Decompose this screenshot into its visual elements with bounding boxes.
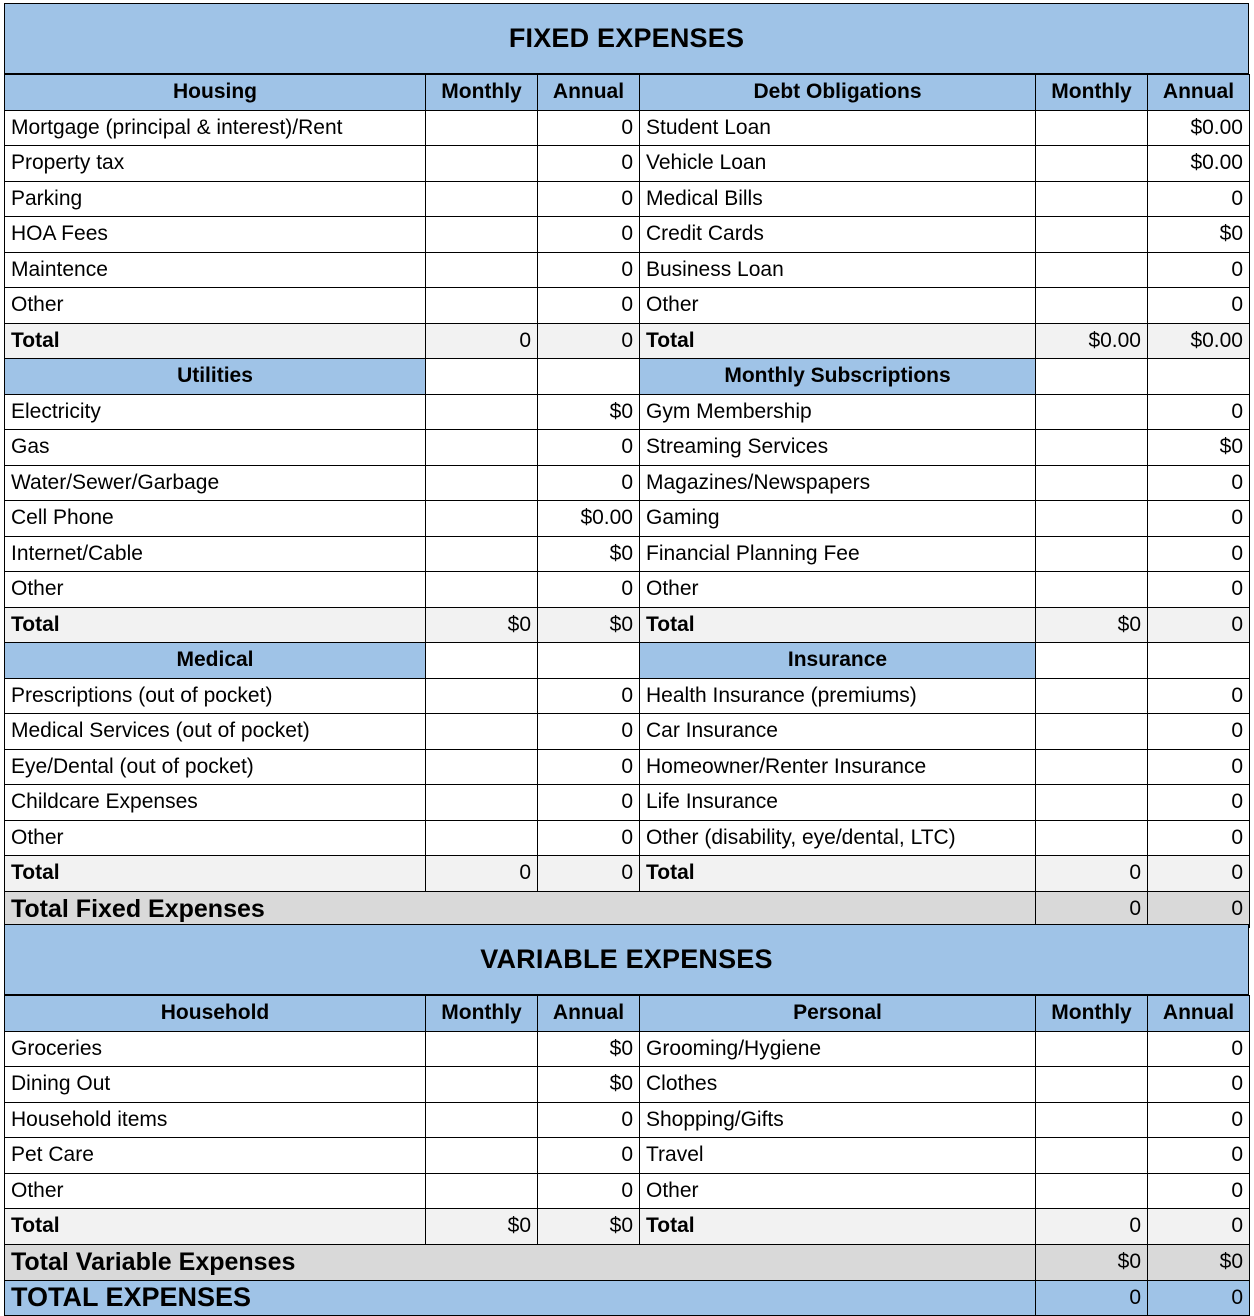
monthly-value-cell[interactable] [426,1102,538,1138]
expense-label: Childcare Expenses [5,785,426,821]
expense-row [5,714,1250,750]
expense-label: Homeowner/Renter Insurance [640,749,1036,785]
monthly-value-cell[interactable] [1036,146,1148,182]
total-variable-expenses-annual: $0 [1148,1244,1250,1280]
annual-value-cell[interactable]: $0.00 [538,501,640,537]
expense-label: Electricity [5,394,426,430]
annual-value-cell[interactable]: 0 [1148,501,1250,537]
annual-value-cell[interactable]: $0 [1148,430,1250,466]
expense-row [5,110,1250,146]
monthly-value-cell[interactable] [1036,217,1148,253]
monthly-value-cell[interactable] [1036,572,1148,608]
monthly-value-cell[interactable] [426,252,538,288]
annual-value-cell[interactable]: 0 [1148,820,1250,856]
expense-label: Prescriptions (out of pocket) [5,678,426,714]
expense-label: Grooming/Hygiene [640,1031,1036,1067]
total-row [5,607,1250,643]
expense-label: Travel [640,1138,1036,1174]
expense-label: Other [5,1173,426,1209]
total-annual-value: 0 [1148,856,1250,892]
total-annual-value: $0 [538,607,640,643]
monthly-value-cell[interactable] [1036,678,1148,714]
expense-row [5,501,1250,537]
expense-label: Gaming [640,501,1036,537]
monthly-value-cell[interactable] [426,501,538,537]
total-expenses-monthly: 0 [1036,1280,1148,1316]
column-header-monthly: Monthly [1036,996,1148,1032]
monthly-value-cell[interactable] [1036,252,1148,288]
category-header: Monthly Subscriptions [640,359,1036,395]
expense-row [5,394,1250,430]
annual-value-cell[interactable]: $0.00 [1148,146,1250,182]
category-header-row [5,359,1250,395]
total-fixed-expenses [5,891,1250,927]
annual-value-cell[interactable]: 0 [1148,536,1250,572]
monthly-value-cell[interactable] [1036,1031,1148,1067]
expense-row [5,572,1250,608]
total-variable-expenses-label: Total Variable Expenses [5,1244,1036,1280]
expense-row [5,749,1250,785]
monthly-value-cell[interactable] [1036,1138,1148,1174]
expense-label: Magazines/Newspapers [640,465,1036,501]
category-header: Insurance [640,643,1036,679]
expense-label: Other [640,572,1036,608]
annual-value-cell[interactable]: 0 [1148,678,1250,714]
total-variable-expenses-monthly: $0 [1036,1244,1148,1280]
annual-value-cell[interactable]: 0 [538,146,640,182]
annual-value-cell[interactable]: 0 [1148,394,1250,430]
total-fixed-expenses-monthly: 0 [1036,891,1148,927]
total-annual-value: 0 [538,856,640,892]
annual-value-cell[interactable]: 0 [538,181,640,217]
category-header: Debt Obligations [640,75,1036,111]
monthly-value-cell[interactable] [1036,394,1148,430]
variable-expenses-title: VARIABLE EXPENSES [4,924,1249,995]
monthly-value-cell[interactable] [1036,785,1148,821]
expense-row [5,1031,1250,1067]
annual-value-cell[interactable]: 0 [1148,252,1250,288]
expense-label: Gym Membership [640,394,1036,430]
variable-expenses-body [5,996,1250,1316]
monthly-value-cell[interactable] [1036,1067,1148,1103]
category-header: Medical [5,643,426,679]
annual-value-cell[interactable]: $0 [538,1031,640,1067]
annual-value-cell[interactable]: 0 [1148,714,1250,750]
column-header-annual: Annual [1148,996,1250,1032]
expense-label: Groceries [5,1031,426,1067]
monthly-value-cell[interactable] [1036,465,1148,501]
category-header: Housing [5,75,426,111]
annual-value-cell[interactable]: 0 [1148,181,1250,217]
monthly-value-cell[interactable] [426,1067,538,1103]
total-expenses-annual: 0 [1148,1280,1250,1316]
expense-row [5,465,1250,501]
expense-row [5,536,1250,572]
column-header-blank [426,359,538,395]
category-header: Utilities [5,359,426,395]
column-header-monthly: Monthly [426,75,538,111]
column-header-blank [1036,643,1148,679]
column-header-blank [1148,643,1250,679]
total-monthly-value: 0 [1036,856,1148,892]
annual-value-cell[interactable]: 0 [1148,785,1250,821]
annual-value-cell[interactable]: 0 [538,430,640,466]
column-header-blank [1036,359,1148,395]
expense-label: Shopping/Gifts [640,1102,1036,1138]
monthly-value-cell[interactable] [426,678,538,714]
expense-label: Vehicle Loan [640,146,1036,182]
total-monthly-value: $0 [426,1209,538,1245]
expense-row [5,1102,1250,1138]
monthly-value-cell[interactable] [1036,536,1148,572]
annual-value-cell[interactable]: 0 [538,678,640,714]
expense-label: Health Insurance (premiums) [640,678,1036,714]
annual-value-cell[interactable]: 0 [1148,465,1250,501]
total-monthly-value: $0 [426,607,538,643]
category-header: Household [5,996,426,1032]
monthly-value-cell[interactable] [1036,181,1148,217]
monthly-value-cell[interactable] [426,714,538,750]
expense-label: Other [5,288,426,324]
annual-value-cell[interactable]: 0 [538,288,640,324]
total-label: Total [640,856,1036,892]
expense-label: Water/Sewer/Garbage [5,465,426,501]
expense-row [5,1138,1250,1174]
annual-value-cell[interactable]: 0 [538,110,640,146]
monthly-value-cell[interactable] [1036,714,1148,750]
expense-label: Pet Care [5,1138,426,1174]
total-label: Total [5,323,426,359]
category-header-row [5,996,1250,1032]
annual-value-cell[interactable]: 0 [1148,1102,1250,1138]
category-header-row [5,643,1250,679]
total-label: Total [640,1209,1036,1245]
column-header-blank [538,643,640,679]
total-annual-value: $0 [538,1209,640,1245]
annual-value-cell[interactable]: 0 [538,714,640,750]
expense-label: Car Insurance [640,714,1036,750]
fixed-expenses-table [4,74,1250,928]
total-row [5,1209,1250,1245]
expense-label: Eye/Dental (out of pocket) [5,749,426,785]
annual-value-cell[interactable]: 0 [1148,288,1250,324]
monthly-value-cell[interactable] [426,110,538,146]
total-monthly-value: 0 [1036,1209,1148,1245]
total-monthly-value: $0 [1036,607,1148,643]
expense-label: Medical Services (out of pocket) [5,714,426,750]
expense-label: HOA Fees [5,217,426,253]
total-label: Total [640,323,1036,359]
monthly-value-cell[interactable] [426,820,538,856]
annual-value-cell[interactable]: $0.00 [1148,110,1250,146]
expense-label: Life Insurance [640,785,1036,821]
total-row [5,856,1250,892]
expense-label: Other [5,820,426,856]
monthly-value-cell[interactable] [1036,1102,1148,1138]
category-header-row [5,75,1250,111]
annual-value-cell[interactable]: 0 [538,785,640,821]
expense-label: Property tax [5,146,426,182]
monthly-value-cell[interactable] [426,785,538,821]
monthly-value-cell[interactable] [1036,501,1148,537]
expense-label: Other [640,288,1036,324]
annual-value-cell[interactable]: 0 [538,217,640,253]
expense-label: Financial Planning Fee [640,536,1036,572]
monthly-value-cell[interactable] [426,572,538,608]
total-monthly-value: 0 [426,323,538,359]
annual-value-cell[interactable]: 0 [1148,1067,1250,1103]
total-variable-expenses [5,1244,1250,1280]
annual-value-cell[interactable]: 0 [1148,1031,1250,1067]
total-expenses-label: TOTAL EXPENSES [5,1280,1036,1316]
annual-value-cell[interactable]: 0 [1148,1138,1250,1174]
expense-row [5,146,1250,182]
total-row [5,323,1250,359]
monthly-value-cell[interactable] [426,465,538,501]
column-header-annual: Annual [538,996,640,1032]
monthly-value-cell[interactable] [426,1173,538,1209]
total-label: Total [5,856,426,892]
column-header-monthly: Monthly [426,996,538,1032]
total-label: Total [5,607,426,643]
monthly-value-cell[interactable] [1036,110,1148,146]
annual-value-cell[interactable]: 0 [538,465,640,501]
annual-value-cell[interactable]: 0 [538,1138,640,1174]
monthly-value-cell[interactable] [1036,1173,1148,1209]
expense-label: Medical Bills [640,181,1036,217]
monthly-value-cell[interactable] [1036,820,1148,856]
expense-label: Cell Phone [5,501,426,537]
expense-label: Credit Cards [640,217,1036,253]
total-annual-value: $0.00 [1148,323,1250,359]
monthly-value-cell[interactable] [426,1031,538,1067]
monthly-value-cell[interactable] [1036,288,1148,324]
expense-row [5,181,1250,217]
expense-label: Gas [5,430,426,466]
total-monthly-value: 0 [426,856,538,892]
column-header-blank [426,643,538,679]
total-fixed-expenses-annual: 0 [1148,891,1250,927]
monthly-value-cell[interactable] [1036,430,1148,466]
expense-label: Internet/Cable [5,536,426,572]
monthly-value-cell[interactable] [426,749,538,785]
monthly-value-cell[interactable] [426,394,538,430]
total-monthly-value: $0.00 [1036,323,1148,359]
column-header-monthly: Monthly [1036,75,1148,111]
column-header-annual: Annual [538,75,640,111]
annual-value-cell[interactable]: 0 [538,820,640,856]
expense-row [5,1067,1250,1103]
total-annual-value: 0 [538,323,640,359]
expense-label: Household items [5,1102,426,1138]
expense-label: Maintence [5,252,426,288]
column-header-blank [538,359,640,395]
monthly-value-cell[interactable] [426,1138,538,1174]
expense-label: Parking [5,181,426,217]
expense-label: Mortgage (principal & interest)/Rent [5,110,426,146]
total-label: Total [640,607,1036,643]
column-header-annual: Annual [1148,75,1250,111]
total-expenses [5,1280,1250,1316]
expense-row [5,678,1250,714]
expense-row [5,252,1250,288]
expense-label: Student Loan [640,110,1036,146]
annual-value-cell[interactable]: 0 [1148,572,1250,608]
expense-label: Streaming Services [640,430,1036,466]
annual-value-cell[interactable]: 0 [538,1102,640,1138]
fixed-expenses-body [5,75,1250,928]
total-fixed-expenses-label: Total Fixed Expenses [5,891,1036,927]
annual-value-cell[interactable]: $0 [538,536,640,572]
fixed-expenses-title: FIXED EXPENSES [4,3,1249,74]
annual-value-cell[interactable]: 0 [538,252,640,288]
annual-value-cell[interactable]: 0 [538,572,640,608]
expense-label: Clothes [640,1067,1036,1103]
annual-value-cell[interactable]: $0 [1148,217,1250,253]
expense-row [5,288,1250,324]
expense-label: Business Loan [640,252,1036,288]
monthly-value-cell[interactable] [426,181,538,217]
annual-value-cell[interactable]: 0 [1148,1173,1250,1209]
monthly-value-cell[interactable] [426,146,538,182]
expense-label: Other [640,1173,1036,1209]
monthly-value-cell[interactable] [1036,749,1148,785]
expense-row [5,820,1250,856]
expense-row [5,217,1250,253]
monthly-value-cell[interactable] [426,536,538,572]
annual-value-cell[interactable]: 0 [1148,749,1250,785]
monthly-value-cell[interactable] [426,430,538,466]
monthly-value-cell[interactable] [426,288,538,324]
total-label: Total [5,1209,426,1245]
annual-value-cell[interactable]: $0 [538,1067,640,1103]
annual-value-cell[interactable]: 0 [538,749,640,785]
expense-row [5,785,1250,821]
variable-expenses-table [4,995,1250,1316]
expense-row [5,1173,1250,1209]
category-header: Personal [640,996,1036,1032]
expense-label: Dining Out [5,1067,426,1103]
expense-label: Other (disability, eye/dental, LTC) [640,820,1036,856]
annual-value-cell[interactable]: $0 [538,394,640,430]
annual-value-cell[interactable]: 0 [538,1173,640,1209]
total-annual-value: 0 [1148,607,1250,643]
monthly-value-cell[interactable] [426,217,538,253]
total-annual-value: 0 [1148,1209,1250,1245]
expense-label: Other [5,572,426,608]
column-header-blank [1148,359,1250,395]
expense-row [5,430,1250,466]
